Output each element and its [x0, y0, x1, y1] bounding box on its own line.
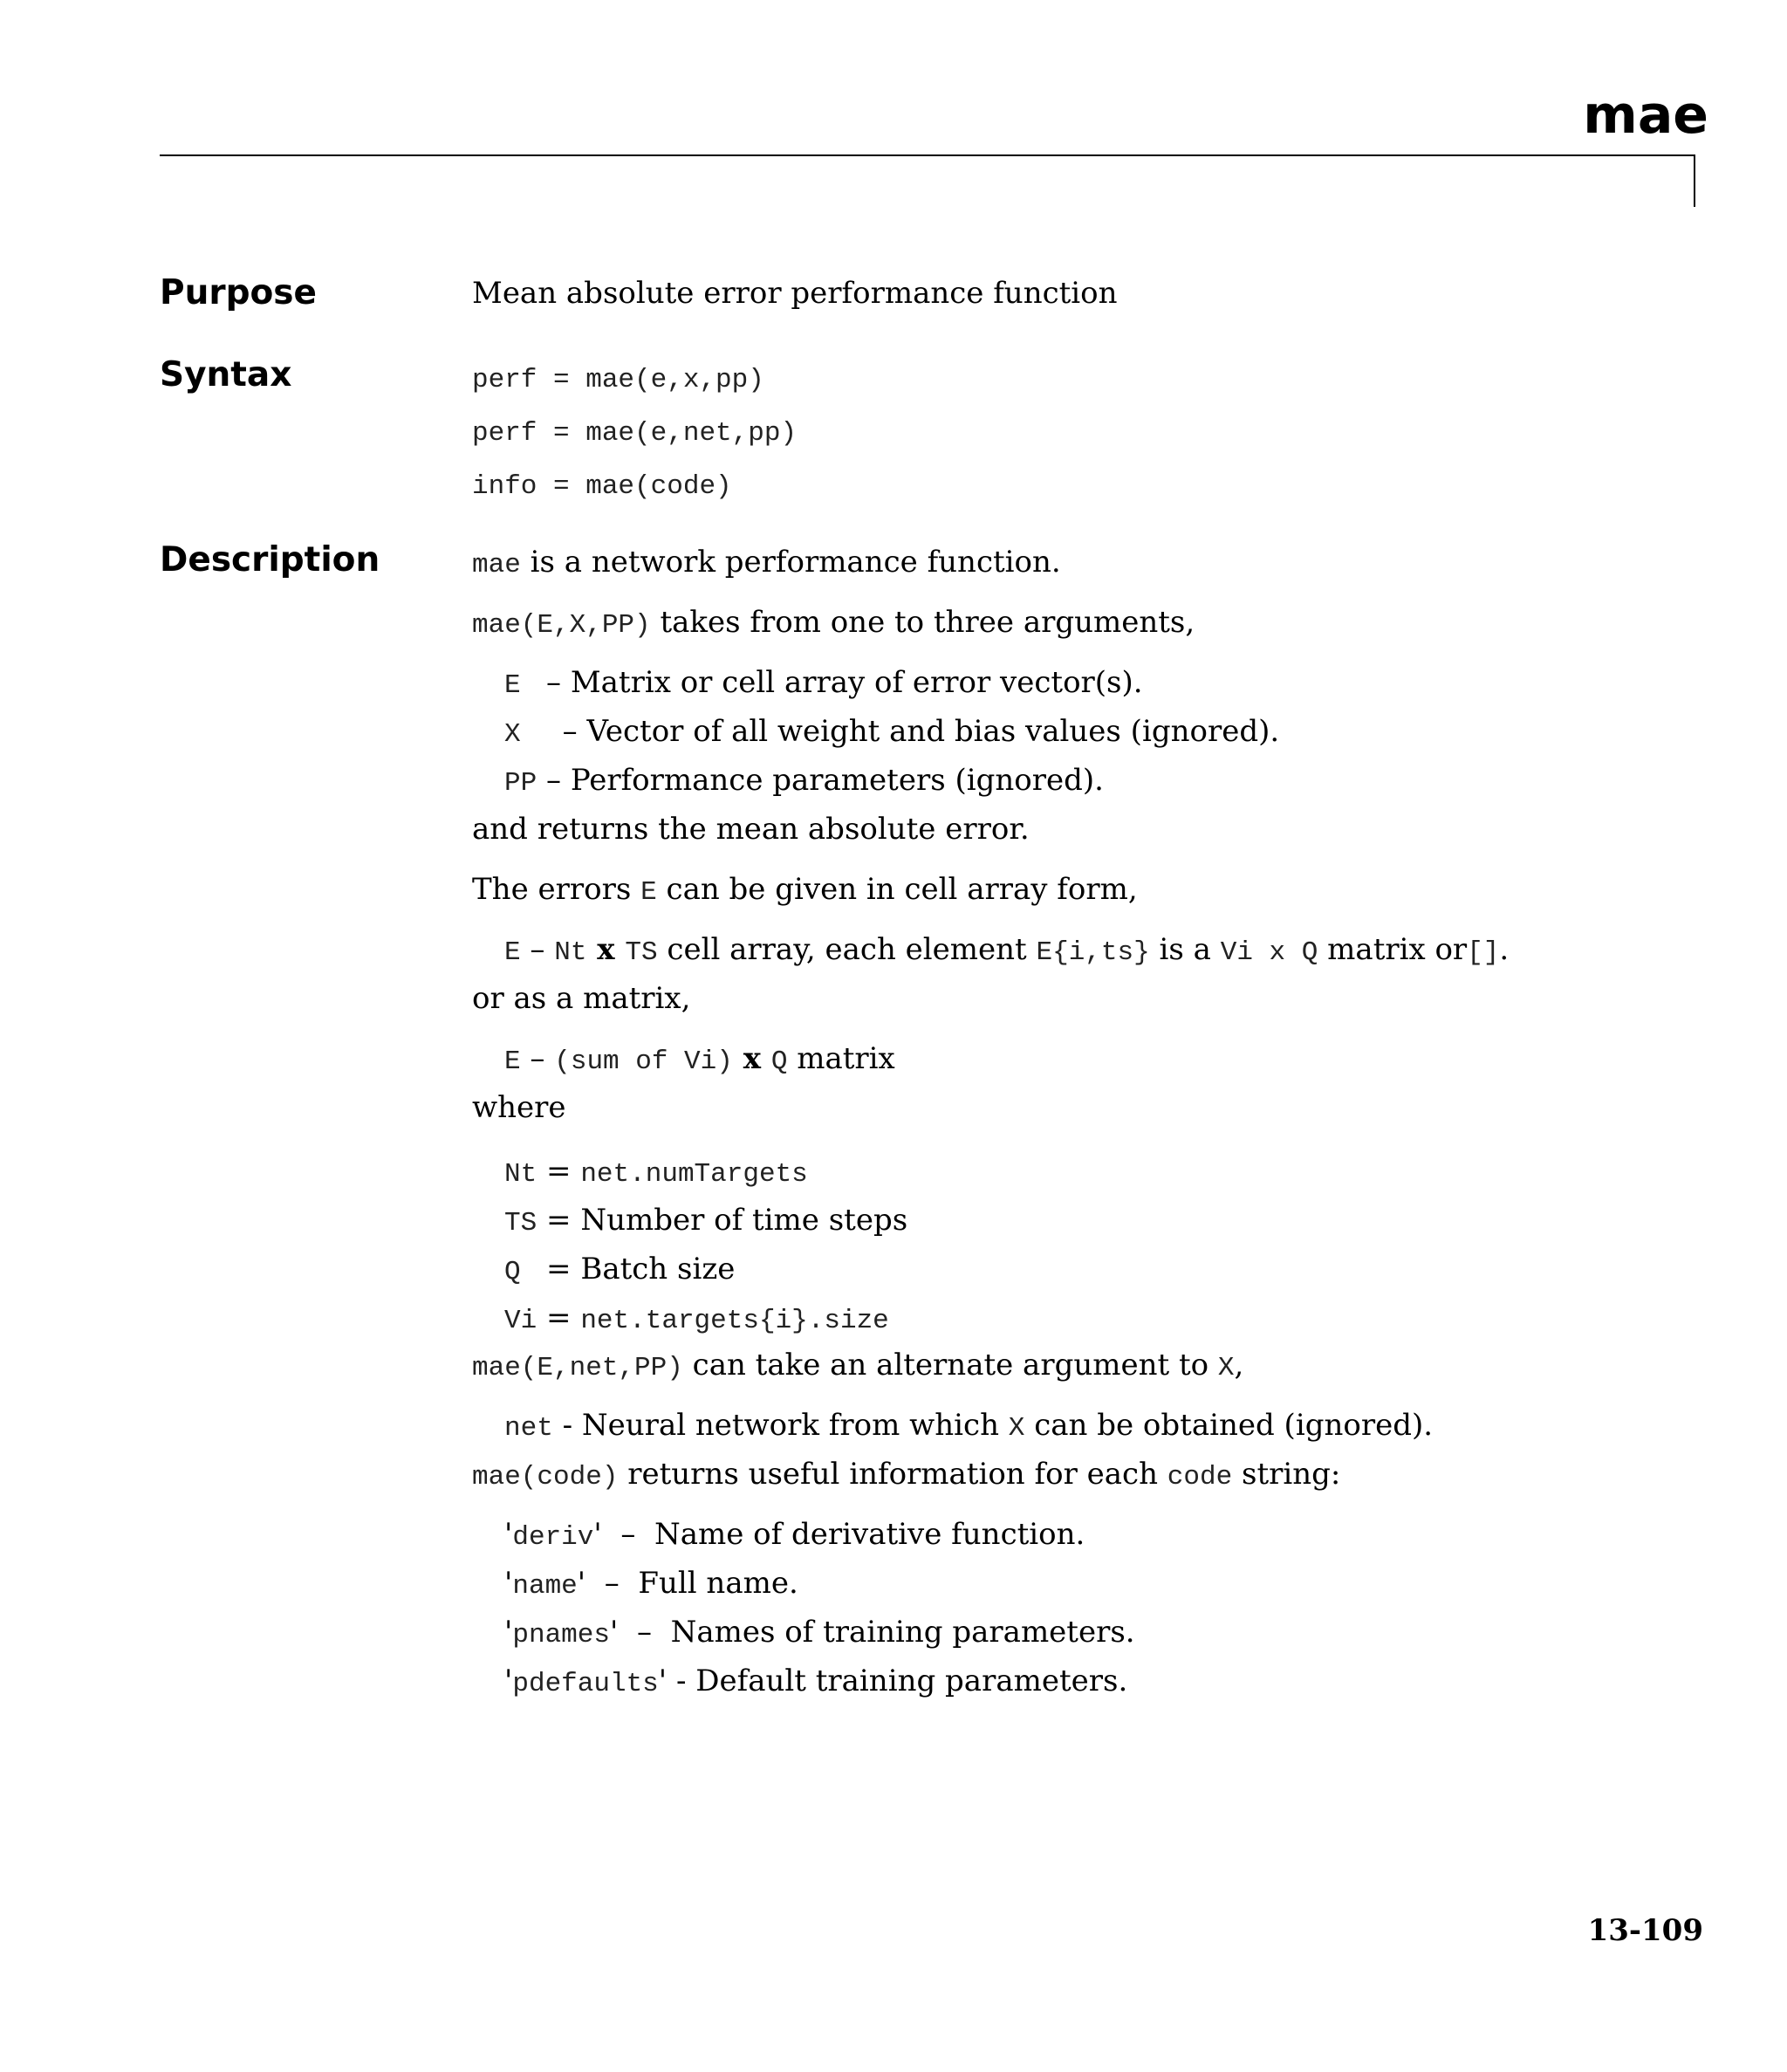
page-number: 13-109	[1587, 1913, 1703, 1948]
description-line-7: mae(E,net,PP) can take an alternate argument to X,	[472, 1348, 1244, 1383]
code-item-pdefaults: 'pdefaults' - Default training parameters.	[504, 1664, 1128, 1699]
description-line-1: mae is a network performance function.	[472, 545, 1061, 580]
code-span: mae(E,X,PP)	[472, 610, 651, 641]
where-item-ts: TS = Number of time steps	[504, 1203, 908, 1238]
header-rule	[160, 154, 1695, 156]
description-line-4: The errors E can be given in cell array form,	[472, 872, 1138, 908]
code-item-pnames: 'pnames' – Names of training parameters.	[504, 1615, 1135, 1650]
page-title: mae	[1583, 85, 1708, 146]
description-heading: Description	[160, 540, 380, 580]
arg-item-e: E – Matrix or cell array of error vector(s).	[504, 665, 1143, 701]
cell-array-line: E – Nt x TS cell array, each element E{i,ts} is a Vi x Q matrix or[].	[504, 932, 1510, 968]
arg-item-pp: PP – Performance parameters (ignored).	[504, 763, 1104, 799]
header-rule-tick	[1694, 154, 1695, 207]
purpose-heading: Purpose	[160, 273, 317, 312]
where-item-q: Q = Batch size	[504, 1252, 736, 1287]
code-item-name: 'name' – Full name.	[504, 1566, 798, 1602]
code-span: mae	[472, 550, 521, 580]
where-item-vi: Vi = net.targets{i}.size	[504, 1300, 889, 1336]
description-line-8: mae(code) returns useful information for each code string:	[472, 1457, 1341, 1492]
description-line-6: where	[472, 1090, 566, 1125]
syntax-line-2: perf = mae(e,net,pp)	[472, 418, 798, 449]
description-line-5: or as a matrix,	[472, 981, 691, 1016]
purpose-text: Mean absolute error performance function	[472, 276, 1118, 311]
syntax-line-1: perf = mae(e,x,pp)	[472, 365, 764, 395]
code-item-deriv: 'deriv' – Name of derivative function.	[504, 1517, 1085, 1553]
description-line-2: mae(E,X,PP) takes from one to three arguments,	[472, 605, 1195, 641]
where-item-nt: Nt = net.numTargets	[504, 1154, 808, 1190]
syntax-heading: Syntax	[160, 355, 292, 395]
net-line: net - Neural network from which X can be obtained (ignored).	[504, 1408, 1434, 1444]
syntax-line-3: info = mae(code)	[472, 471, 732, 502]
description-line-3: and returns the mean absolute error.	[472, 812, 1030, 847]
arg-item-x: X – Vector of all weight and bias values (ignored).	[504, 714, 1280, 750]
matrix-line: E – (sum of Vi) x Q matrix	[504, 1041, 895, 1077]
